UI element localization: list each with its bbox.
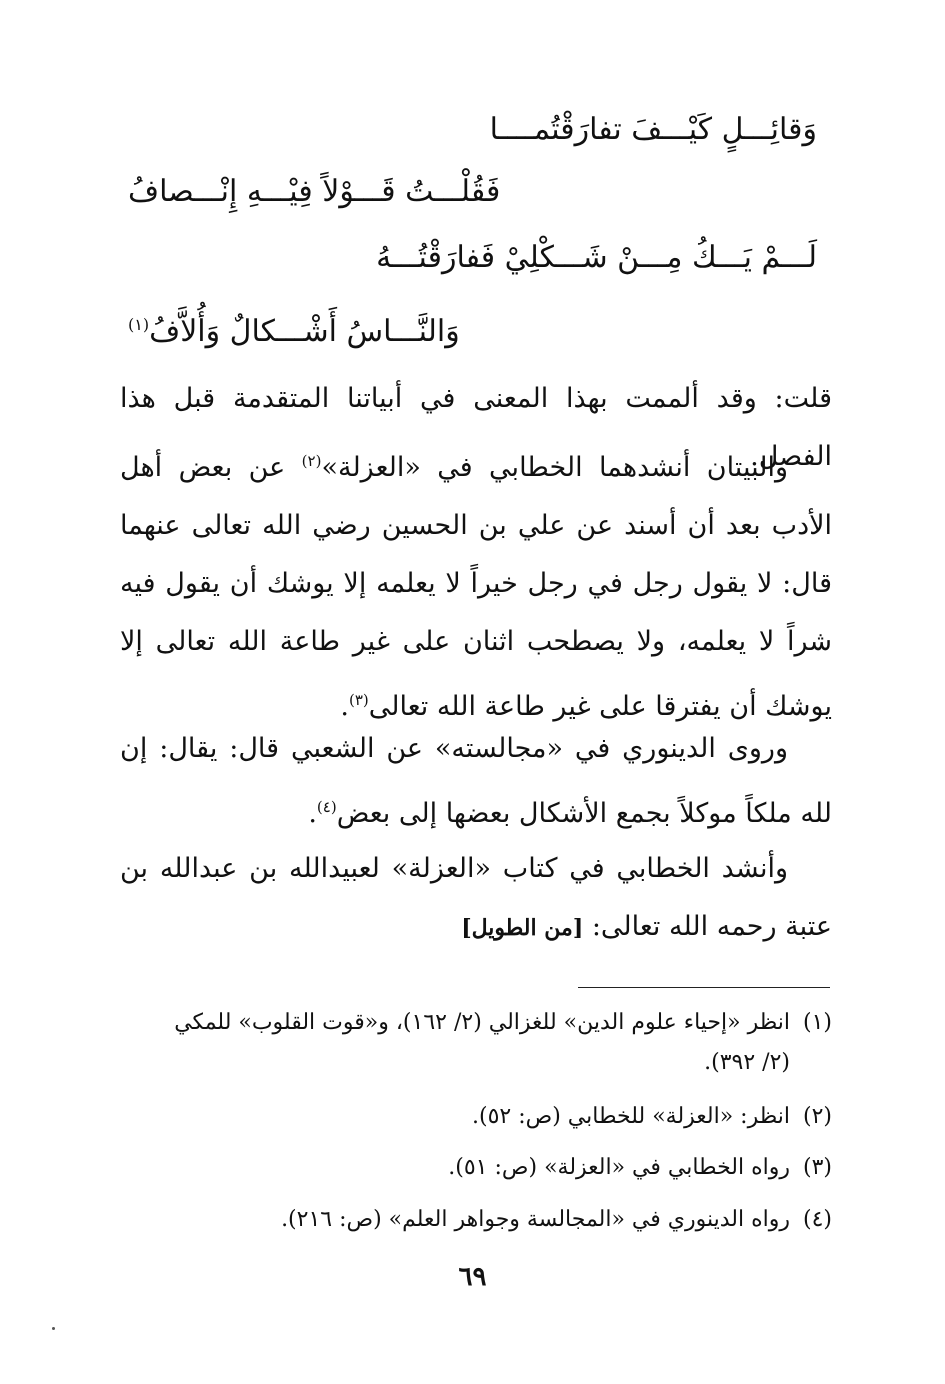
- poem-line-2-text: فَقُلْـــتُ قَـــوْلاً فِيْـــهِ إِنْـــصافُ: [128, 174, 501, 209]
- footnote-ref-4: (٤): [316, 798, 337, 816]
- footnote-3: [120, 1148, 832, 1188]
- footnote-1-text: انظر «إحياء علوم الدين» للغزالي (٢/ ١٦٢)، و«قوت القلوب» للمكي: [174, 1010, 790, 1035]
- footnote-4-text: رواه الدينوري في «المجالسة وجواهر العلم» (ص: ٢١٦).: [281, 1207, 790, 1232]
- paragraph-3-text: وروى الدينوري في «مجالسته» عن الشعبي قال: يقال: إن لله ملكاً موكلاً بجمع الأشكال بعضها إلى بعض: [120, 733, 832, 829]
- scan-speck: [52, 1327, 55, 1330]
- paragraph-2-text-a: والبيتان أنشدهما الخطابي في «العزلة»: [321, 452, 789, 483]
- poem-line-3-text: لَـــمْ يَـــكُ مِـــنْ شَـــكْلِيْ فَفارَقْتُـــهُ: [376, 240, 817, 275]
- footnote-2: [120, 1097, 832, 1137]
- footnote-1: [120, 1003, 832, 1083]
- paragraph-3-end: .: [308, 798, 317, 829]
- poem-line-1-text: وَقائِـــلٍ كَيْـــفَ تفارَقْتُمــــا: [489, 112, 817, 147]
- footnote-4: [120, 1200, 832, 1240]
- paragraph-2-text-b: عن بعض أهل الأدب بعد أن أسند عن علي بن الحسين رضي الله تعالى عنهما قال: لا يقول رجل في رجل خيراً لا يعلمه إلا يوشك أن يقول فيه شراً لا يعلمه، ولا يصطحب اثنان على غير طاعة الله تعالى إلا يوشك أن يفترقا على غير طاعة الله تعالى: [120, 452, 832, 722]
- footnote-ref-3: (٣): [348, 691, 369, 709]
- meter-label: [من الطويل]: [461, 915, 584, 941]
- poem-line-3: [376, 238, 817, 278]
- poem-line-4-text: وَالنَّـــاسُ أَشْـــكالٌ وَأُلاَّفُ: [149, 314, 460, 349]
- footnote-1-number: (١): [802, 1010, 832, 1035]
- page-number: ٦٩: [458, 1262, 487, 1292]
- footnote-1-continuation: (٢/ ٣٩٢).: [704, 1050, 790, 1075]
- paragraph-1-text: قلت: وقد ألممت بهذا المعنى في أبياتنا المتقدمة قبل هذا الفصل.: [120, 383, 832, 472]
- paragraph-3: [120, 720, 832, 843]
- paragraph-4: [120, 840, 832, 957]
- footnote-3-text: رواه الخطابي في «العزلة» (ص: ٥١).: [448, 1155, 790, 1180]
- poem-line-4: [128, 305, 460, 352]
- paragraph-4-text: وأنشد الخطابي في كتاب «العزلة» لعبيدالله بن عبدالله بن عتبة رحمه الله تعالى:: [120, 853, 832, 942]
- footnote-ref-1: (١): [128, 315, 150, 334]
- paragraph-2: [120, 432, 832, 736]
- footnote-2-number: (٢): [802, 1104, 832, 1129]
- poem-line-2: [128, 172, 500, 212]
- footnote-4-number: (٤): [802, 1207, 832, 1232]
- footnote-ref-2: (٢): [301, 452, 322, 470]
- poem-line-1: [490, 110, 817, 150]
- paragraph-2-end: .: [340, 691, 349, 722]
- footnote-3-number: (٣): [802, 1155, 832, 1180]
- footnote-separator: [578, 987, 830, 988]
- footnote-2-text: انظر: «العزلة» للخطابي (ص: ٥٢).: [472, 1104, 790, 1129]
